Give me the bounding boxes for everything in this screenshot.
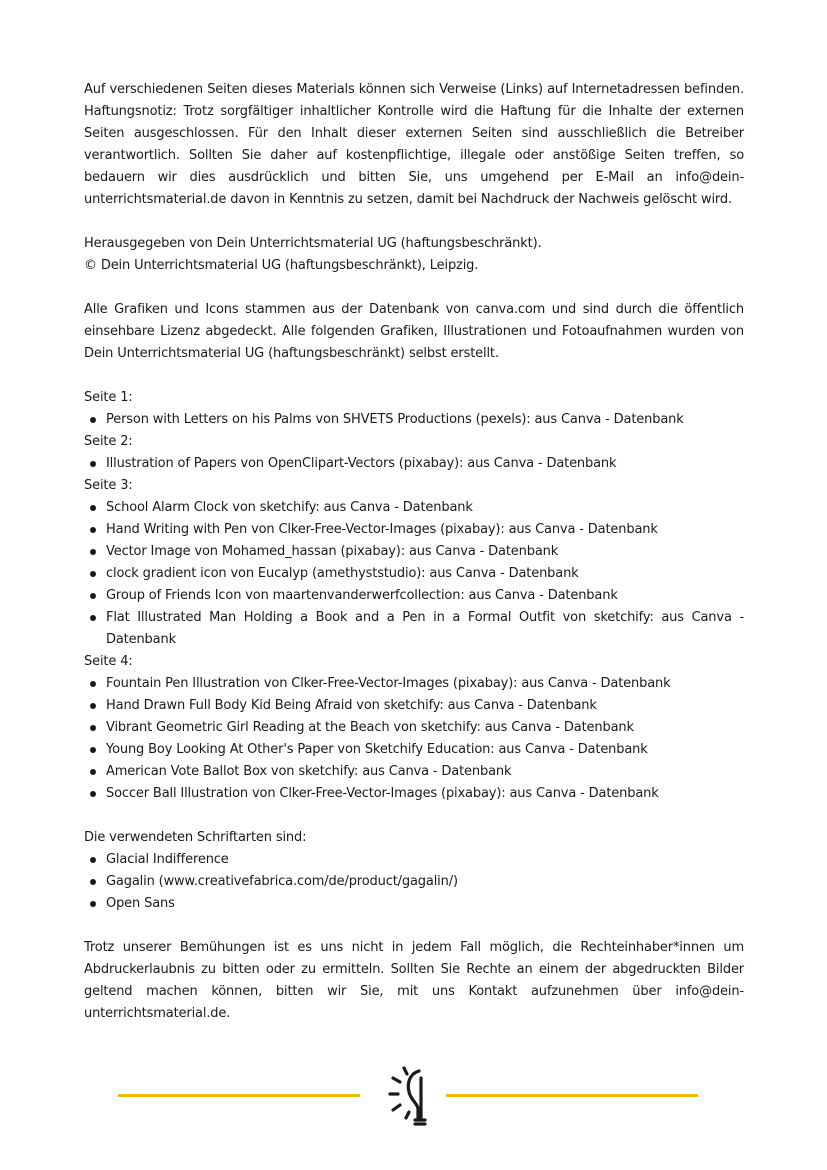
credit-item: Young Boy Looking At Other's Paper von Sketchify Education: aus Canva - Datenbank — [84, 739, 744, 761]
credit-list — [84, 453, 744, 475]
font-item: Open Sans — [84, 893, 744, 915]
credits-section — [84, 387, 744, 805]
page-label: Seite 1: — [84, 390, 133, 405]
copyright-line: © Dein Unterrichtsmaterial UG (haftungsbeschränkt), Leipzig. — [84, 258, 479, 273]
credit-item: American Vote Ballot Box von sketchify: aus Canva - Datenbank — [84, 761, 744, 783]
credit-item: clock gradient icon von Eucalyp (amethyststudio): aus Canva - Datenbank — [84, 563, 744, 585]
credit-item: Soccer Ball Illustration von Clker-Free-Vector-Images (pixabay): aus Canva - Datenbank — [84, 783, 744, 805]
footer-rule-right — [446, 1094, 698, 1097]
page-label: Seite 3: — [84, 478, 133, 493]
page-label: Seite 4: — [84, 654, 133, 669]
fonts-list — [84, 849, 744, 915]
rights-paragraph: Trotz unserer Bemühungen ist es uns nicht in jedem Fall möglich, die Rechteinhaber*innen um Abdruckerlaubnis zu bitten oder zu ermitteln. Sollten Sie Rechte an einem der abgedruckten Bilder geltend machen können, bitten wir Sie, mit uns Kontakt aufzunehmen über info@dein-unterrichtsmaterial.de. — [84, 940, 744, 1021]
footer-rule-left — [118, 1094, 360, 1097]
lightbulb-icon — [385, 1062, 433, 1134]
credit-list — [84, 673, 744, 805]
font-item: Glacial Indifference — [84, 849, 744, 871]
document-body — [84, 79, 744, 1025]
credit-item: Fountain Pen Illustration von Clker-Free-Vector-Images (pixabay): aus Canva - Datenbank — [84, 673, 744, 695]
credit-item: Flat Illustrated Man Holding a Book and a Pen in a Formal Outfit von sketchify: aus Canva - Datenbank — [84, 607, 744, 651]
credit-item: Vector Image von Mohamed_hassan (pixabay): aus Canva - Datenbank — [84, 541, 744, 563]
credit-item: Vibrant Geometric Girl Reading at the Beach von sketchify: aus Canva - Datenbank — [84, 717, 744, 739]
credit-list — [84, 497, 744, 651]
publisher-line: Herausgegeben von Dein Unterrichtsmaterial UG (haftungsbeschränkt). — [84, 236, 542, 251]
credit-item: Illustration of Papers von OpenClipart-Vectors (pixabay): aus Canva - Datenbank — [84, 453, 744, 475]
credit-item: Hand Drawn Full Body Kid Being Afraid von sketchify: aus Canva - Datenbank — [84, 695, 744, 717]
credit-item: Group of Friends Icon von maartenvanderwerfcollection: aus Canva - Datenbank — [84, 585, 744, 607]
spacer — [84, 915, 744, 937]
spacer — [84, 277, 744, 299]
credit-list — [84, 409, 744, 431]
spacer — [84, 805, 744, 827]
disclaimer-paragraph: Auf verschiedenen Seiten dieses Materials können sich Verweise (Links) auf Internetadressen befinden. Haftungsnotiz: Trotz sorgfältiger inhaltlicher Kontrolle wird die Haftung für die Inhalte der externen Seiten ausgeschlossen. Für den Inhalt dieser externen Seiten sind ausschließlich die Betreiber verantwortlich. Sollten Sie daher auf kostenpflichtige, illegale oder anstößige Seiten treffen, so bedauern wir dies ausdrücklich und bitten Sie, uns umgehend per E-Mail an info@dein-unterrichtsmaterial.de davon in Kenntnis zu setzen, damit bei Nachdruck der Nachweis gelöscht wird. — [84, 82, 744, 207]
spacer — [84, 211, 744, 233]
graphics-note: Alle Grafiken und Icons stammen aus der Datenbank von canva.com und sind durch die öffentlich einsehbare Lizenz abgedeckt. Alle folgenden Grafiken, Illustrationen und Fotoaufnahmen wurden von Dein Unterrichtsmaterial UG (haftungsbeschränkt) selbst erstellt. — [84, 302, 744, 361]
credit-item: Person with Letters on his Palms von SHVETS Productions (pexels): aus Canva - Datenbank — [84, 409, 744, 431]
spacer — [84, 365, 744, 387]
credit-item: Hand Writing with Pen von Clker-Free-Vector-Images (pixabay): aus Canva - Datenbank — [84, 519, 744, 541]
page-label: Seite 2: — [84, 434, 133, 449]
fonts-heading: Die verwendeten Schriftarten sind: — [84, 830, 307, 845]
font-item: Gagalin (www.creativefabrica.com/de/product/gagalin/) — [84, 871, 744, 893]
credit-item: School Alarm Clock von sketchify: aus Canva - Datenbank — [84, 497, 744, 519]
